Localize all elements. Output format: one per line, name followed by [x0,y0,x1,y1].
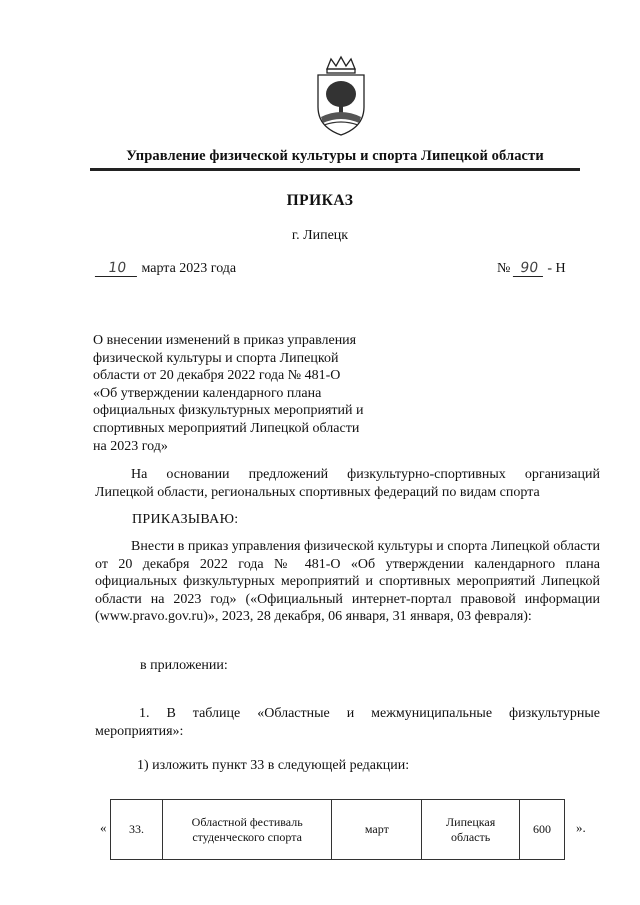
table-quote-open: « [100,820,107,835]
place-line: область [451,829,491,844]
number-suffix: - Н [547,261,566,276]
document-number [497,261,566,277]
table-quote-close: ». [576,820,586,835]
basis-line: Липецкой области, региональных спортивных федераций по видам спорта [95,484,540,500]
event-name-line: Областной фестиваль [191,814,303,829]
cell-event-name [162,800,332,860]
event-name-line: студенческого спорта [192,829,302,844]
document-title [93,332,393,455]
coat-of-arms-emblem [313,55,369,137]
title-line: области от 20 декабря 2022 года № 481-О [93,368,341,384]
order-word: ПРИКАЗЫВАЮ: [132,512,239,527]
title-line: «Об утверждении календарного плана [93,385,322,401]
events-table [110,799,565,860]
document-city: г. Липецк [291,228,349,243]
cell-month: март [332,800,422,860]
point-1-line: 1. В таблице «Областные и межмуниципальные физкультурные [139,706,600,721]
date-month-year: марта 2023 года [141,261,237,276]
appendix-line: в приложении: [140,658,228,673]
point-1-paragraph [95,705,600,740]
cell-number: 33. [111,800,163,860]
point-1-line: мероприятия»: [95,723,184,739]
number-prefix: № [497,261,511,276]
title-line: О внесении изменений в приказ управления [93,333,357,348]
cell-place [422,800,520,860]
title-line: на 2023 год» [93,438,168,454]
decree-paragraph: Внести в приказ управления физической культуры и спорта Липецкой области от 20 декабря 2022 года № 481-О «Об утверждении календарного плана официальных физкультурных мероприятий и спортивных мероприятий Липецкой области на 2023 год» («Официальный интернет-портал правовой информации (www.pravo.gov.ru)», 2023, 28 декабря, 06 января, 31 января, 03 февраля): [95,539,600,625]
subpoint-line: 1) изложить пункт 33 в следующей редакции: [137,758,410,773]
header-rule [90,168,580,171]
cell-participants: 600 [520,800,565,860]
table-row [111,800,565,860]
document-type: ПРИКАЗ [286,192,354,209]
place-line: Липецкая [446,814,496,829]
basis-paragraph [95,466,600,501]
title-line: физической культуры и спорта Липецкой [93,350,339,366]
document-date [96,261,236,277]
organization-header: Управление физической культуры и спорта Липецкой области [126,148,544,164]
number-handwritten: 90 [513,261,545,277]
title-line: спортивных мероприятий Липецкой области [93,420,360,436]
title-line: официальных физкультурных мероприятий и [93,403,364,419]
basis-line: На основании предложений физкультурно-спортивных организаций [131,467,600,482]
date-day-handwritten: 10 [95,261,139,277]
